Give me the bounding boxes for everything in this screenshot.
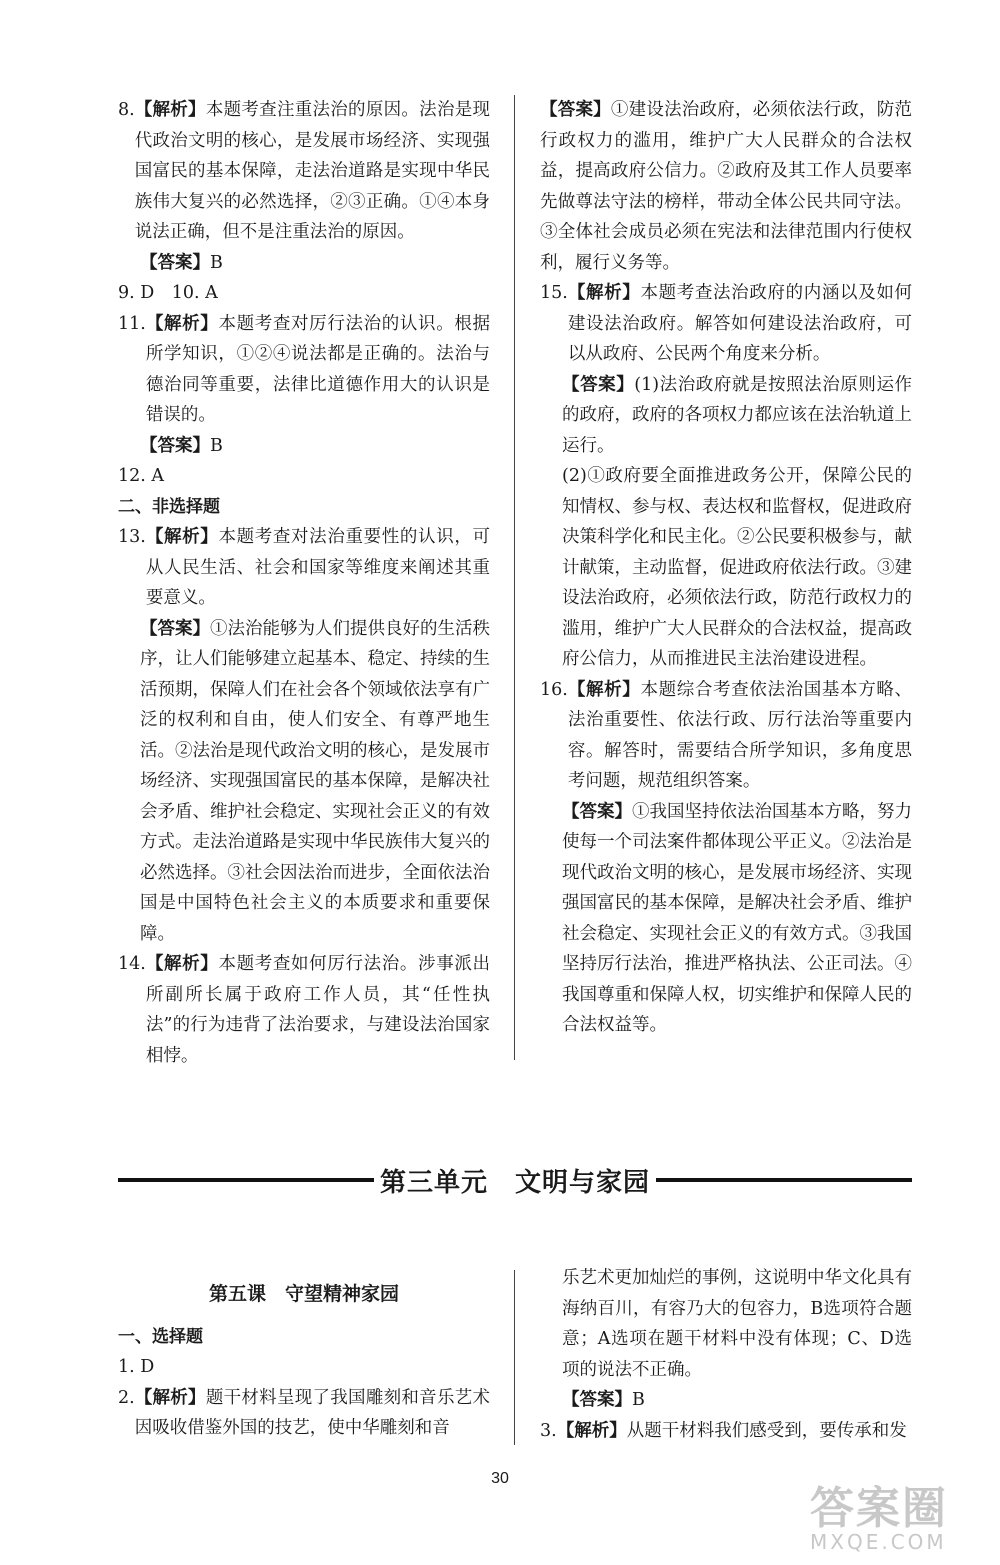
right-column	[540, 95, 912, 1041]
watermark-logo	[810, 1472, 980, 1557]
analysis-text: 本题综合考查依法治国基本方略、法治重要性、依法行政、厉行法治等重要内容。解答时，需要结合所学知识，多角度思考问题，规范组织答案。	[567, 679, 913, 791]
answer-text: ①建设法治政府，必须依法行政，防范行政权力的滥用，维护广大人民群众的合法权益，提高政府公信力。②政府及其工作人员要率先做尊法守法的榜样，带动全体公民共同守法。③全体社会成员必须在宪法和法律范围内行使权利，履行义务等。	[540, 100, 913, 273]
left-column	[118, 95, 490, 1071]
column-divider	[514, 95, 515, 1060]
question-3	[540, 1416, 912, 1447]
question-9-10: 9. D 10. A	[118, 283, 218, 303]
answer-16	[540, 797, 912, 1041]
bottom-right-column	[540, 1263, 912, 1446]
question-2	[118, 1383, 490, 1444]
analysis-text: 从题干材料我们感受到，要传承和发	[626, 1420, 907, 1441]
question-13	[118, 522, 490, 614]
answer-11	[118, 431, 490, 462]
column-divider	[514, 1270, 515, 1445]
answer-text: ①法治能够为人们提供良好的生活秩序，让人们能够建立起基本、稳定、持续的生活预期，保障人们在社会各个领域依法享有广泛的权利和自由，使人们安全、有尊严地生活。②法治是现代政治文明的核心，是发展市场经济、实现强国富民的基本保障，是解决社会矛盾、维护社会稳定、实现社会正义的有效方式。走法治道路是实现中华民族伟大复兴的必然选择。③社会因法治而进步，全面依法治国是中国特色社会主义的本质要求和重要保障。	[140, 618, 490, 944]
page-number: 30	[491, 1470, 509, 1487]
analysis-text: 本题考查对法治重要性的认识，可从人民生活、社会和国家等维度来阐述其重要意义。	[145, 527, 491, 608]
analysis-tag: 【解析】	[134, 100, 206, 120]
analysis-tag: 【解析】	[556, 1420, 627, 1441]
question-number: 16.	[540, 679, 568, 700]
answer-tag: 【答案】	[540, 100, 611, 120]
answer-text: ①我国坚持依法治国基本方略，努力使每一个司法案件都体现公平正义。②法治是现代政治文明的核心，是发展市场经济、实现强国富民的基本保障，是解决社会矛盾、维护社会稳定、实现社会正义的有效方式。③我国坚持厉行法治，推进严格执法、公正司法。④我国尊重和保障人权，切实维护和保障人民的合法权益等。	[562, 801, 912, 1035]
answer-tag: 【答案】	[562, 801, 632, 822]
section-heading: 二、非选择题	[118, 496, 220, 517]
question-12: 12. A	[118, 466, 165, 486]
analysis-text: 本题考查对厉行法治的认识。根据所学知识，①②④说法都是正确的。法治与德治同等重要，法律比道德作用大的认识是错误的。	[145, 313, 491, 425]
question-number: 15.	[540, 283, 568, 303]
answer-2	[540, 1385, 912, 1416]
answer-tag: 【答案】	[562, 374, 635, 395]
question-number: 11.	[118, 313, 146, 334]
question-number: 3.	[540, 1420, 557, 1441]
question-15	[540, 278, 912, 370]
question-number: 13.	[118, 527, 146, 547]
bottom-left-column	[118, 1263, 490, 1444]
analysis-text: 题干材料呈现了我国雕刻和音乐艺术因吸收借鉴外国的技艺，使中华雕刻和音	[134, 1387, 491, 1438]
question-number: 2.	[118, 1387, 135, 1408]
analysis-tag: 【解析】	[134, 1387, 206, 1408]
answer-tag: 【答案】	[140, 435, 210, 456]
answer-text: (1)法治政府就是按照法治原则运作的政府，政府的各项权力都应该在法治轨道上运行。	[562, 374, 913, 456]
banner-rule-right	[656, 1178, 912, 1182]
analysis-tag: 【解析】	[567, 283, 641, 303]
watermark-text: 答案圈	[810, 1483, 948, 1534]
answer-8	[118, 248, 490, 279]
answer-text: B	[210, 252, 223, 273]
lesson-title: 第五课 守望精神家园	[208, 1283, 399, 1305]
question-14	[118, 949, 490, 1071]
watermark-url: MXQE.COM	[810, 1530, 947, 1554]
analysis-text: 本题考查法治政府的内涵以及如何建设法治政府。解答如何建设法治政府，可以从政府、公民两个角度来分析。	[567, 283, 913, 364]
question-16	[540, 675, 912, 797]
answer-text: B	[632, 1390, 645, 1410]
section-heading: 一、选择题	[118, 1326, 203, 1347]
answer-15-part1	[540, 370, 912, 462]
unit-banner	[118, 1160, 912, 1200]
question-number: 8.	[118, 100, 135, 120]
answer-13	[118, 614, 490, 950]
answer-14	[540, 95, 912, 278]
question-1: 1. D	[118, 1357, 155, 1377]
analysis-tag: 【解析】	[145, 954, 219, 974]
answer-tag: 【答案】	[562, 1390, 632, 1410]
analysis-text: 本题考查如何厉行法治。涉事派出所副所长属于政府工作人员，其“任性执法”的行为违背了法治要求，与建设法治国家相悖。	[145, 954, 491, 1066]
analysis-tag: 【解析】	[145, 527, 219, 547]
unit-title: 第三单元 文明与家园	[380, 1167, 651, 1198]
analysis-text: 本题考查注重法治的原因。法治是现代政治文明的核心，是发展市场经济、实现强国富民的基本保障，走法治道路是实现中华民族伟大复兴的必然选择，②③正确。①④本身说法正确，但不是注重法治的原因。	[134, 100, 491, 242]
answer-15-part2: (2)①政府要全面推进政务公开，保障公民的知情权、参与权、表达权和监督权，促进政府决策科学化和民主化。②公民要积极参与，献计献策，主动监督，促进政府依法行政。③建设法治政府，必须依法行政，防范行政权力的滥用，维护广大人民群众的合法权益，提高政府公信力，从而推进民主法治建设进程。	[562, 466, 912, 669]
answer-tag: 【答案】	[140, 252, 210, 273]
answer-text: B	[210, 435, 223, 456]
question-number: 14.	[118, 954, 146, 974]
answer-tag: 【答案】	[140, 618, 210, 639]
analysis-tag: 【解析】	[567, 679, 641, 700]
banner-rule-left	[118, 1178, 374, 1182]
question-8	[118, 95, 490, 248]
analysis-tag: 【解析】	[145, 313, 219, 334]
question-11	[118, 309, 490, 431]
question-2-continued: 乐艺术更加灿烂的事例，这说明中华文化具有海纳百川，有容乃大的包容力，B选项符合题意；A选项在题干材料中没有体现；C、D选项的说法不正确。	[562, 1268, 912, 1380]
